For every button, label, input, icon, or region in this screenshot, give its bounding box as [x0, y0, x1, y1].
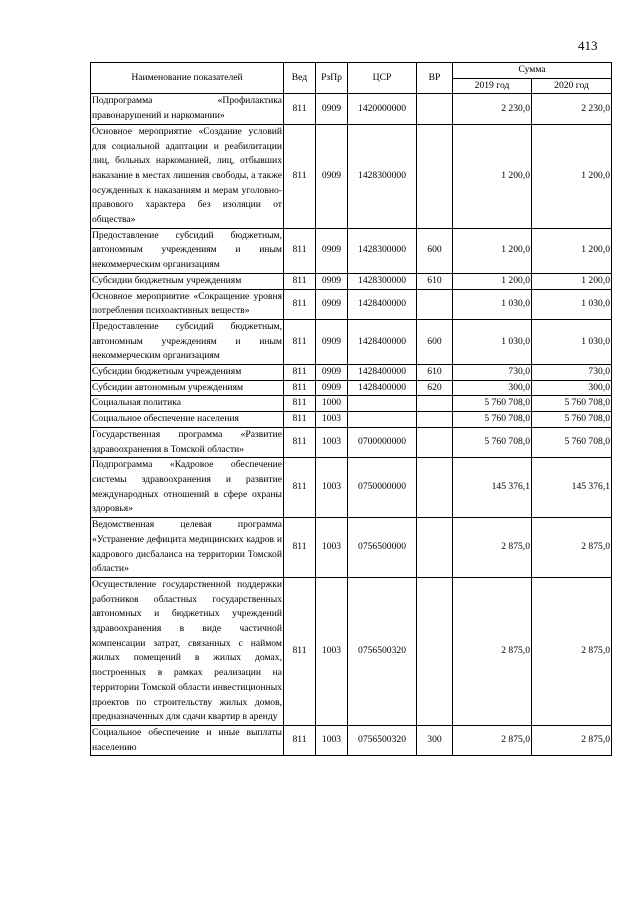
row-sum-2020: 2 230,0 — [532, 94, 612, 124]
row-rzpr: 0909 — [316, 289, 348, 319]
row-rzpr: 0909 — [316, 273, 348, 289]
row-sum-2019: 300,0 — [453, 380, 532, 396]
row-name: Социальное обеспечение населения — [91, 412, 284, 428]
row-name: Государственная программа «Развитие здравоохранения в Томской области» — [91, 427, 284, 457]
row-vr — [417, 458, 453, 518]
row-sum-2020: 730,0 — [532, 365, 612, 381]
row-sum-2020: 2 875,0 — [532, 518, 612, 578]
table-row — [91, 273, 612, 289]
row-sum-2020: 2 875,0 — [532, 725, 612, 755]
row-rzpr: 0909 — [316, 228, 348, 273]
table-row — [91, 380, 612, 396]
row-vr: 620 — [417, 380, 453, 396]
row-sum-2019: 5 760 708,0 — [453, 396, 532, 412]
row-csr: 0756500320 — [348, 577, 417, 725]
header-sum: Сумма — [453, 63, 612, 79]
row-vr: 610 — [417, 273, 453, 289]
row-rzpr: 0909 — [316, 380, 348, 396]
row-ved: 811 — [284, 427, 316, 457]
row-rzpr: 1003 — [316, 577, 348, 725]
page-number: 413 — [578, 38, 598, 53]
header-rzpr: РзПр — [316, 63, 348, 94]
row-sum-2020: 300,0 — [532, 380, 612, 396]
row-csr: 1428300000 — [348, 124, 417, 228]
budget-table — [90, 62, 612, 756]
table-row — [91, 518, 612, 578]
table-row — [91, 289, 612, 319]
table-row — [91, 577, 612, 725]
row-ved: 811 — [284, 725, 316, 755]
row-sum-2019: 1 030,0 — [453, 319, 532, 364]
row-ved: 811 — [284, 365, 316, 381]
header-year-2019: 2019 год — [453, 78, 532, 94]
row-sum-2019: 1 030,0 — [453, 289, 532, 319]
row-ved: 811 — [284, 518, 316, 578]
row-rzpr: 0909 — [316, 94, 348, 124]
row-ved: 811 — [284, 458, 316, 518]
row-name: Подпрограмма «Кадровое обеспечение системы здравоохранения и развитие международных отношений в сфере охраны здоровья» — [91, 458, 284, 518]
row-rzpr: 1003 — [316, 412, 348, 428]
row-name: Осуществление государственной поддержки работников областных государственных автономных и бюджетных учреждений здравоохранения в виде частичной компенсации затрат, связанных с наймом жилых помещений в жилых домах, построенных в рамках реализации на территории Томской области инвестиционных проектов по строительству жилых домов, предназначенных для сдачи квартир в аренду — [91, 577, 284, 725]
row-vr: 300 — [417, 725, 453, 755]
row-csr: 1428400000 — [348, 289, 417, 319]
row-sum-2020: 1 030,0 — [532, 289, 612, 319]
row-csr: 0700000000 — [348, 427, 417, 457]
row-ved: 811 — [284, 94, 316, 124]
row-name: Субсидии бюджетным учреждениям — [91, 365, 284, 381]
row-sum-2019: 730,0 — [453, 365, 532, 381]
row-vr — [417, 289, 453, 319]
row-ved: 811 — [284, 228, 316, 273]
header-vr: ВР — [417, 63, 453, 94]
table-row — [91, 396, 612, 412]
row-csr: 1420000000 — [348, 94, 417, 124]
row-rzpr: 0909 — [316, 319, 348, 364]
row-ved: 811 — [284, 412, 316, 428]
row-name: Субсидии бюджетным учреждениям — [91, 273, 284, 289]
table-row — [91, 228, 612, 273]
row-csr: 0756500000 — [348, 518, 417, 578]
row-sum-2020: 1 030,0 — [532, 319, 612, 364]
row-sum-2020: 5 760 708,0 — [532, 396, 612, 412]
row-rzpr: 0909 — [316, 365, 348, 381]
row-sum-2019: 1 200,0 — [453, 228, 532, 273]
row-sum-2019: 1 200,0 — [453, 273, 532, 289]
row-rzpr: 1003 — [316, 427, 348, 457]
header-name: Наименование показателей — [91, 63, 284, 94]
row-csr — [348, 412, 417, 428]
row-csr — [348, 396, 417, 412]
row-ved: 811 — [284, 124, 316, 228]
row-sum-2020: 5 760 708,0 — [532, 427, 612, 457]
row-csr: 1428400000 — [348, 380, 417, 396]
table-row — [91, 427, 612, 457]
row-sum-2019: 5 760 708,0 — [453, 427, 532, 457]
row-sum-2019: 2 230,0 — [453, 94, 532, 124]
row-name: Предоставление субсидий бюджетным, автономным учреждениям и иным некоммерческим организациям — [91, 228, 284, 273]
row-csr: 1428400000 — [348, 365, 417, 381]
row-rzpr: 1000 — [316, 396, 348, 412]
row-vr: 610 — [417, 365, 453, 381]
row-rzpr: 1003 — [316, 458, 348, 518]
row-name: Социальная политика — [91, 396, 284, 412]
row-vr — [417, 94, 453, 124]
row-rzpr: 1003 — [316, 725, 348, 755]
row-sum-2019: 145 376,1 — [453, 458, 532, 518]
row-sum-2019: 2 875,0 — [453, 725, 532, 755]
row-vr — [417, 577, 453, 725]
row-vr — [417, 124, 453, 228]
row-name: Основное мероприятие «Создание условий для социальной адаптации и реабилитации лиц, больных наркоманией, лиц, отбывших наказание в местах лишения свободы, а также осужденных к наказаниям и мерам уголовно-правового характера без изоляции от общества» — [91, 124, 284, 228]
row-ved: 811 — [284, 577, 316, 725]
row-vr — [417, 427, 453, 457]
row-name: Подпрограмма «Профилактика правонарушений и наркомании» — [91, 94, 284, 124]
row-sum-2020: 5 760 708,0 — [532, 412, 612, 428]
row-sum-2020: 1 200,0 — [532, 124, 612, 228]
row-sum-2019: 2 875,0 — [453, 577, 532, 725]
row-ved: 811 — [284, 319, 316, 364]
table-row — [91, 365, 612, 381]
row-vr — [417, 518, 453, 578]
row-vr — [417, 396, 453, 412]
row-csr: 1428400000 — [348, 319, 417, 364]
row-ved: 811 — [284, 396, 316, 412]
table-row — [91, 725, 612, 755]
row-csr: 0756500320 — [348, 725, 417, 755]
row-rzpr: 0909 — [316, 124, 348, 228]
row-sum-2020: 1 200,0 — [532, 228, 612, 273]
row-ved: 811 — [284, 380, 316, 396]
table-row — [91, 94, 612, 124]
table-row — [91, 458, 612, 518]
row-name: Основное мероприятие «Сокращение уровня потребления психоактивных веществ» — [91, 289, 284, 319]
row-sum-2020: 2 875,0 — [532, 577, 612, 725]
row-sum-2020: 1 200,0 — [532, 273, 612, 289]
row-ved: 811 — [284, 289, 316, 319]
row-csr: 1428300000 — [348, 228, 417, 273]
row-name: Предоставление субсидий бюджетным, автономным учреждениям и иным некоммерческим организациям — [91, 319, 284, 364]
row-sum-2020: 145 376,1 — [532, 458, 612, 518]
row-ved: 811 — [284, 273, 316, 289]
row-rzpr: 1003 — [316, 518, 348, 578]
row-name: Ведомственная целевая программа «Устранение дефицита медицинских кадров и кадрового дисбаланса на территории Томской области» — [91, 518, 284, 578]
table-row — [91, 412, 612, 428]
row-vr: 600 — [417, 319, 453, 364]
row-sum-2019: 5 760 708,0 — [453, 412, 532, 428]
header-ved: Вед — [284, 63, 316, 94]
header-year-2020: 2020 год — [532, 78, 612, 94]
row-csr: 0750000000 — [348, 458, 417, 518]
row-csr: 1428300000 — [348, 273, 417, 289]
row-vr — [417, 412, 453, 428]
table-row — [91, 124, 612, 228]
row-sum-2019: 2 875,0 — [453, 518, 532, 578]
row-name: Субсидии автономным учреждениям — [91, 380, 284, 396]
row-name: Социальное обеспечение и иные выплаты населению — [91, 725, 284, 755]
row-vr: 600 — [417, 228, 453, 273]
header-csr: ЦСР — [348, 63, 417, 94]
row-sum-2019: 1 200,0 — [453, 124, 532, 228]
table-row — [91, 319, 612, 364]
